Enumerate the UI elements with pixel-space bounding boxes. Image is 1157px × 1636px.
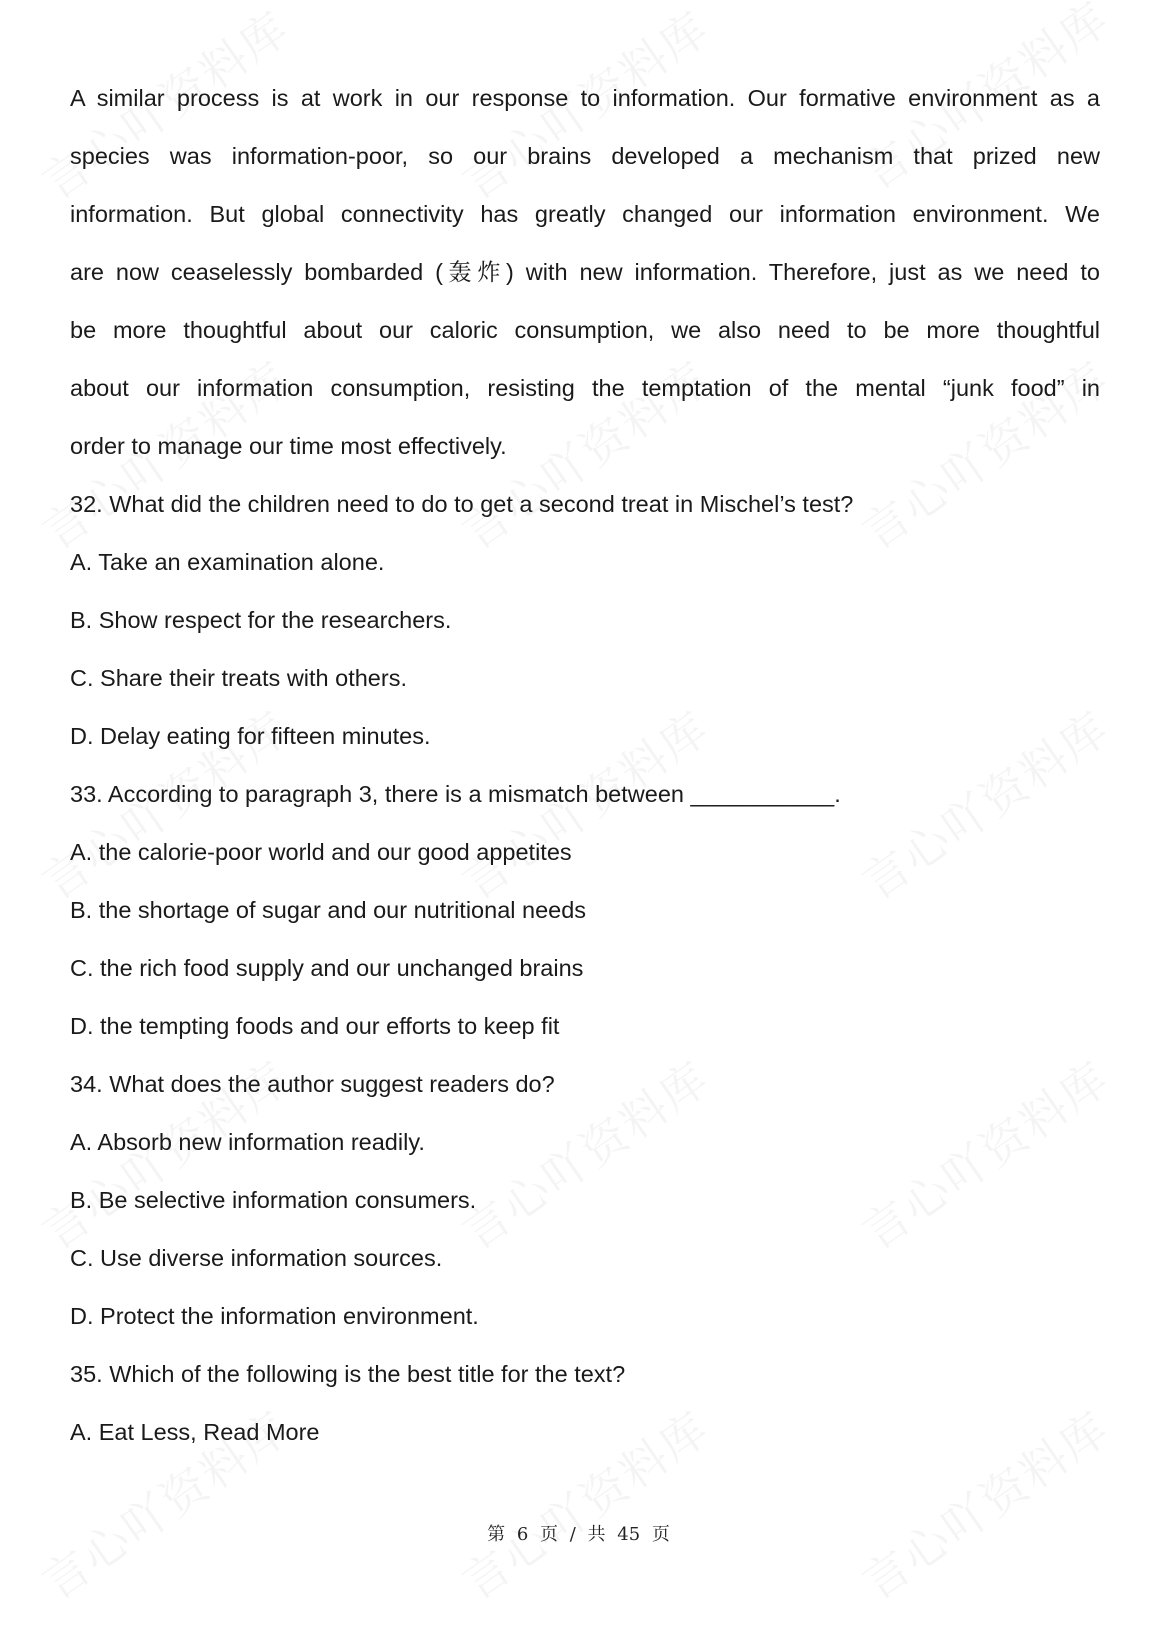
footer-label: 第 <box>487 1524 506 1545</box>
footer-label: 页 <box>540 1524 558 1545</box>
passage-line: order to manage our time most effectively. <box>70 433 507 459</box>
total-pages: 45 <box>617 1524 641 1545</box>
answer-option-d: D. the tempting foods and our efforts to keep fit <box>70 1013 560 1039</box>
question-stem: 35. Which of the following is the best title for the text? <box>70 1361 626 1387</box>
answer-option-b: B. Be selective information consumers. <box>70 1187 477 1213</box>
answer-option-c: C. the rich food supply and our unchanged brains <box>70 955 584 981</box>
watermark <box>847 1393 1121 1612</box>
page-footer <box>0 1520 1157 1546</box>
answer-option-b: B. the shortage of sugar and our nutritional needs <box>70 897 587 923</box>
question-stem: 32. What did the children need to do to get a second treat in Mischel’s test? <box>70 491 854 517</box>
footer-label: 共 <box>587 1524 606 1545</box>
passage-line: information. But global connectivity has greatly changed our information environment. We <box>70 201 1100 227</box>
answer-option-a: A. Take an examination alone. <box>70 549 385 575</box>
question-stem: 33. According to paragraph 3, there is a mismatch between ___________. <box>70 781 841 807</box>
question-stem: 34. What does the author suggest readers do? <box>70 1071 555 1097</box>
footer-separator: / <box>569 1524 576 1545</box>
passage-line: about our information consumption, resisting the temptation of the mental “junk food” in <box>70 375 1100 401</box>
answer-option-a: A. Eat Less, Read More <box>70 1419 320 1445</box>
answer-option-b: B. Show respect for the researchers. <box>70 607 452 633</box>
page-number: 6 <box>516 1524 529 1545</box>
passage-line: are now ceaselessly bombarded (轰炸) with new information. Therefore, just as we need to <box>70 259 1100 285</box>
passage-line: A similar process is at work in our response to information. Our formative environment as a <box>70 85 1100 111</box>
answer-option-d: D. Delay eating for fifteen minutes. <box>70 723 431 749</box>
answer-option-a: A. Absorb new information readily. <box>70 1129 425 1155</box>
answer-option-c: C. Use diverse information sources. <box>70 1245 443 1271</box>
watermark <box>847 1043 1121 1262</box>
answer-option-a: A. the calorie-poor world and our good appetites <box>70 839 572 865</box>
footer-label: 页 <box>651 1524 670 1545</box>
answer-option-c: C. Share their treats with others. <box>70 665 407 691</box>
passage-line: species was information-poor, so our brains developed a mechanism that prized new <box>70 143 1100 169</box>
watermark <box>847 693 1121 912</box>
answer-option-d: D. Protect the information environment. <box>70 1303 479 1329</box>
watermark <box>447 1393 721 1612</box>
passage-line: be more thoughtful about our caloric consumption, we also need to be more thoughtful <box>70 317 1100 343</box>
